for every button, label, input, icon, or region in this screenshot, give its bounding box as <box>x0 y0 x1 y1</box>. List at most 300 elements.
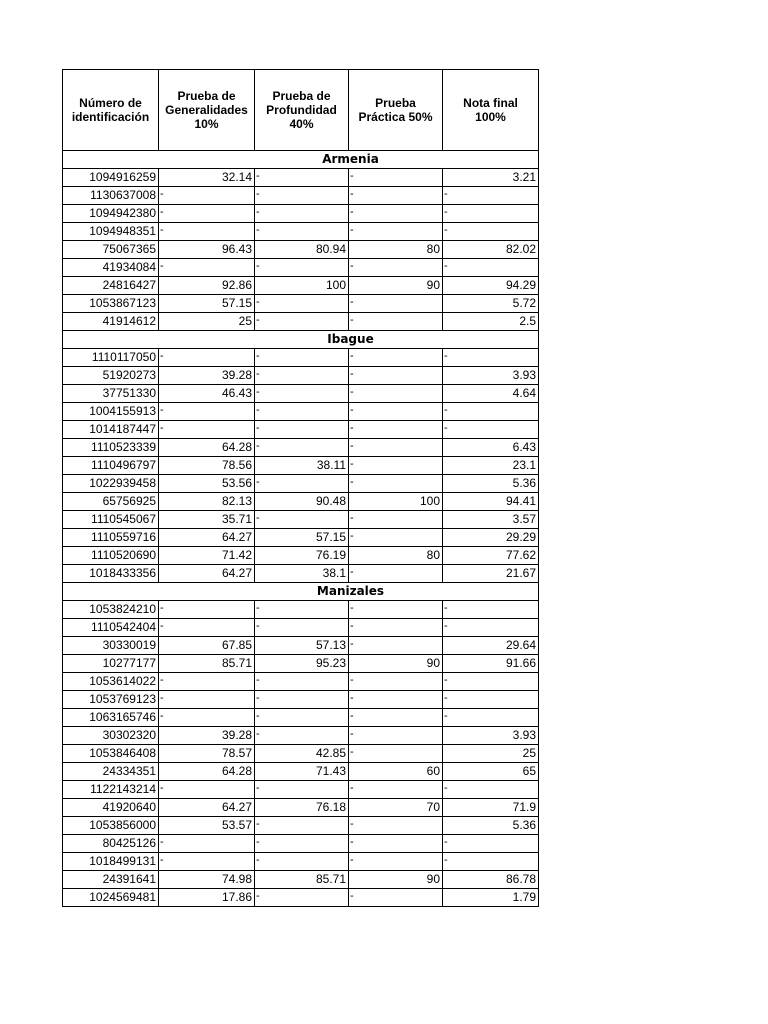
final-cell: 86.78 <box>443 871 539 889</box>
id-cell: 24816427 <box>63 277 159 295</box>
empty-dash: - <box>256 260 260 272</box>
table-row <box>63 889 539 907</box>
id-cell: 1053856000 <box>63 817 159 835</box>
general-cell <box>159 691 255 709</box>
id-cell: 24334351 <box>63 763 159 781</box>
depth-cell: 57.15 <box>255 529 349 547</box>
depth-cell <box>255 709 349 727</box>
empty-dash: - <box>256 170 260 182</box>
id-cell: 51920273 <box>63 367 159 385</box>
final-cell: 3.93 <box>443 727 539 745</box>
table-row <box>63 727 539 745</box>
empty-dash: - <box>444 422 448 434</box>
general-cell: 35.71 <box>159 511 255 529</box>
practical-cell <box>349 349 443 367</box>
empty-dash: - <box>350 638 354 650</box>
empty-dash: - <box>444 260 448 272</box>
final-cell: 29.29 <box>443 529 539 547</box>
practical-cell <box>349 169 443 187</box>
depth-cell: 76.18 <box>255 799 349 817</box>
final-cell: 5.72 <box>443 295 539 313</box>
empty-dash: - <box>444 692 448 704</box>
empty-dash: - <box>256 224 260 236</box>
depth-cell <box>255 403 349 421</box>
table-row <box>63 853 539 871</box>
empty-dash: - <box>160 692 164 704</box>
id-cell: 41934084 <box>63 259 159 277</box>
final-cell: 94.29 <box>443 277 539 295</box>
practical-cell: 90 <box>349 871 443 889</box>
table-row <box>63 475 539 493</box>
practical-cell <box>349 187 443 205</box>
empty-dash: - <box>350 692 354 704</box>
depth-cell: 71.43 <box>255 763 349 781</box>
general-cell: 57.15 <box>159 295 255 313</box>
empty-dash: - <box>256 440 260 452</box>
empty-dash: - <box>350 260 354 272</box>
general-cell: 17.86 <box>159 889 255 907</box>
depth-cell: 38.11 <box>255 457 349 475</box>
final-cell: 3.93 <box>443 367 539 385</box>
final-cell <box>443 601 539 619</box>
practical-cell <box>349 259 443 277</box>
practical-cell <box>349 421 443 439</box>
id-cell: 1053846408 <box>63 745 159 763</box>
general-cell: 64.27 <box>159 529 255 547</box>
depth-cell <box>255 385 349 403</box>
empty-dash: - <box>256 782 260 794</box>
empty-dash: - <box>160 854 164 866</box>
final-cell: 5.36 <box>443 475 539 493</box>
depth-cell: 80.94 <box>255 241 349 259</box>
depth-cell <box>255 691 349 709</box>
final-cell <box>443 835 539 853</box>
table-row <box>63 493 539 511</box>
header-id: Número de identificación <box>63 70 159 151</box>
table-row <box>63 205 539 223</box>
empty-dash: - <box>350 350 354 362</box>
general-cell: 85.71 <box>159 655 255 673</box>
id-cell: 1094916259 <box>63 169 159 187</box>
empty-dash: - <box>350 890 354 902</box>
final-cell: 65 <box>443 763 539 781</box>
general-cell <box>159 853 255 871</box>
final-cell: 6.43 <box>443 439 539 457</box>
empty-dash: - <box>256 422 260 434</box>
general-cell <box>159 259 255 277</box>
table-row <box>63 169 539 187</box>
practical-cell <box>349 295 443 313</box>
empty-dash: - <box>256 404 260 416</box>
table-row <box>63 637 539 655</box>
table-row <box>63 529 539 547</box>
final-cell <box>443 619 539 637</box>
empty-dash: - <box>444 188 448 200</box>
empty-dash: - <box>350 782 354 794</box>
general-cell: 71.42 <box>159 547 255 565</box>
final-cell: 21.67 <box>443 565 539 583</box>
general-cell: 82.13 <box>159 493 255 511</box>
empty-dash: - <box>350 512 354 524</box>
depth-cell <box>255 673 349 691</box>
id-cell: 10277177 <box>63 655 159 673</box>
empty-dash: - <box>350 818 354 830</box>
general-cell <box>159 619 255 637</box>
table-row <box>63 691 539 709</box>
id-cell: 1110496797 <box>63 457 159 475</box>
depth-cell <box>255 781 349 799</box>
depth-cell <box>255 295 349 313</box>
practical-cell: 90 <box>349 277 443 295</box>
practical-cell <box>349 889 443 907</box>
depth-cell <box>255 889 349 907</box>
id-cell: 1024569481 <box>63 889 159 907</box>
table-row <box>63 457 539 475</box>
general-cell: 64.28 <box>159 439 255 457</box>
table-row <box>63 223 539 241</box>
empty-dash: - <box>256 296 260 308</box>
empty-dash: - <box>160 206 164 218</box>
id-cell: 37751330 <box>63 385 159 403</box>
general-cell <box>159 673 255 691</box>
final-cell <box>443 403 539 421</box>
practical-cell <box>349 313 443 331</box>
depth-cell <box>255 475 349 493</box>
empty-dash: - <box>350 188 354 200</box>
final-cell <box>443 205 539 223</box>
practical-cell <box>349 439 443 457</box>
id-cell: 75067365 <box>63 241 159 259</box>
depth-cell <box>255 439 349 457</box>
practical-cell <box>349 565 443 583</box>
empty-dash: - <box>160 782 164 794</box>
practical-cell <box>349 457 443 475</box>
depth-cell <box>255 223 349 241</box>
final-cell <box>443 853 539 871</box>
header-general-test: Prueba de Generalidades 10% <box>159 70 255 151</box>
group-title: Armenia <box>63 151 539 169</box>
depth-cell <box>255 511 349 529</box>
depth-cell <box>255 421 349 439</box>
empty-dash: - <box>444 404 448 416</box>
practical-cell: 90 <box>349 655 443 673</box>
id-cell: 1094942380 <box>63 205 159 223</box>
table-row <box>63 709 539 727</box>
practical-cell <box>349 529 443 547</box>
empty-dash: - <box>160 620 164 632</box>
empty-dash: - <box>444 782 448 794</box>
empty-dash: - <box>160 404 164 416</box>
final-cell: 91.66 <box>443 655 539 673</box>
depth-cell <box>255 313 349 331</box>
depth-cell: 90.48 <box>255 493 349 511</box>
table-row <box>63 295 539 313</box>
practical-cell <box>349 403 443 421</box>
grades-table <box>62 69 539 907</box>
depth-cell: 57.13 <box>255 637 349 655</box>
empty-dash: - <box>444 620 448 632</box>
practical-cell <box>349 385 443 403</box>
practical-cell <box>349 619 443 637</box>
id-cell: 1014187447 <box>63 421 159 439</box>
empty-dash: - <box>160 224 164 236</box>
id-cell: 1053867123 <box>63 295 159 313</box>
table-row <box>63 781 539 799</box>
depth-cell <box>255 205 349 223</box>
table-row <box>63 313 539 331</box>
final-cell: 3.21 <box>443 169 539 187</box>
group-row <box>63 331 539 349</box>
table-row <box>63 241 539 259</box>
empty-dash: - <box>350 368 354 380</box>
empty-dash: - <box>256 188 260 200</box>
empty-dash: - <box>160 260 164 272</box>
empty-dash: - <box>444 206 448 218</box>
empty-dash: - <box>444 350 448 362</box>
final-cell: 25 <box>443 745 539 763</box>
practical-cell <box>349 367 443 385</box>
empty-dash: - <box>160 350 164 362</box>
empty-dash: - <box>160 422 164 434</box>
table-row <box>63 385 539 403</box>
practical-cell <box>349 475 443 493</box>
practical-cell: 60 <box>349 763 443 781</box>
id-cell: 1018433356 <box>63 565 159 583</box>
id-cell: 1110559716 <box>63 529 159 547</box>
final-cell: 94.41 <box>443 493 539 511</box>
practical-cell <box>349 781 443 799</box>
table-row <box>63 421 539 439</box>
id-cell: 1004155913 <box>63 403 159 421</box>
practical-cell <box>349 853 443 871</box>
final-cell: 1.79 <box>443 889 539 907</box>
practical-cell <box>349 817 443 835</box>
empty-dash: - <box>350 530 354 542</box>
general-cell: 46.43 <box>159 385 255 403</box>
final-cell: 3.57 <box>443 511 539 529</box>
empty-dash: - <box>350 386 354 398</box>
practical-cell <box>349 727 443 745</box>
empty-dash: - <box>256 890 260 902</box>
table-row <box>63 439 539 457</box>
id-cell: 1022939458 <box>63 475 159 493</box>
table-row <box>63 259 539 277</box>
general-cell <box>159 601 255 619</box>
id-cell: 1053614022 <box>63 673 159 691</box>
depth-cell: 85.71 <box>255 871 349 889</box>
general-cell <box>159 421 255 439</box>
depth-cell <box>255 169 349 187</box>
general-cell <box>159 709 255 727</box>
depth-cell <box>255 817 349 835</box>
general-cell <box>159 223 255 241</box>
final-cell: 23.1 <box>443 457 539 475</box>
id-cell: 41914612 <box>63 313 159 331</box>
id-cell: 24391641 <box>63 871 159 889</box>
empty-dash: - <box>350 206 354 218</box>
table-row <box>63 349 539 367</box>
empty-dash: - <box>350 404 354 416</box>
depth-cell <box>255 367 349 385</box>
empty-dash: - <box>256 602 260 614</box>
empty-dash: - <box>256 710 260 722</box>
final-cell <box>443 259 539 277</box>
practical-cell <box>349 601 443 619</box>
id-cell: 1110542404 <box>63 619 159 637</box>
depth-cell: 42.85 <box>255 745 349 763</box>
table-row <box>63 673 539 691</box>
final-cell <box>443 223 539 241</box>
practical-cell: 100 <box>349 493 443 511</box>
empty-dash: - <box>256 674 260 686</box>
header-depth-test: Prueba de Profundidad 40% <box>255 70 349 151</box>
group-title: Manizales <box>63 583 539 601</box>
general-cell: 92.86 <box>159 277 255 295</box>
empty-dash: - <box>350 710 354 722</box>
table-row <box>63 187 539 205</box>
final-cell: 5.36 <box>443 817 539 835</box>
table-row <box>63 763 539 781</box>
table-row <box>63 601 539 619</box>
empty-dash: - <box>256 350 260 362</box>
group-title: Ibague <box>63 331 539 349</box>
empty-dash: - <box>256 692 260 704</box>
general-cell <box>159 349 255 367</box>
practical-cell <box>349 835 443 853</box>
empty-dash: - <box>350 296 354 308</box>
depth-cell <box>255 349 349 367</box>
final-cell: 4.64 <box>443 385 539 403</box>
final-cell <box>443 421 539 439</box>
practical-cell: 80 <box>349 241 443 259</box>
table-row <box>63 403 539 421</box>
practical-cell <box>349 709 443 727</box>
empty-dash: - <box>350 566 354 578</box>
group-row <box>63 151 539 169</box>
practical-cell <box>349 637 443 655</box>
depth-cell: 95.23 <box>255 655 349 673</box>
depth-cell <box>255 187 349 205</box>
empty-dash: - <box>350 602 354 614</box>
final-cell <box>443 781 539 799</box>
practical-cell <box>349 745 443 763</box>
empty-dash: - <box>256 512 260 524</box>
general-cell: 64.28 <box>159 763 255 781</box>
empty-dash: - <box>350 836 354 848</box>
final-cell <box>443 709 539 727</box>
empty-dash: - <box>350 422 354 434</box>
table-row <box>63 547 539 565</box>
general-cell <box>159 187 255 205</box>
table-row <box>63 835 539 853</box>
general-cell: 25 <box>159 313 255 331</box>
empty-dash: - <box>160 602 164 614</box>
depth-cell <box>255 853 349 871</box>
general-cell: 67.85 <box>159 637 255 655</box>
final-cell: 2.5 <box>443 313 539 331</box>
id-cell: 30330019 <box>63 637 159 655</box>
id-cell: 1110117050 <box>63 349 159 367</box>
empty-dash: - <box>256 620 260 632</box>
empty-dash: - <box>256 314 260 326</box>
empty-dash: - <box>256 386 260 398</box>
final-cell <box>443 349 539 367</box>
header-practical-test: Prueba Práctica 50% <box>349 70 443 151</box>
empty-dash: - <box>256 728 260 740</box>
id-cell: 1053824210 <box>63 601 159 619</box>
general-cell: 74.98 <box>159 871 255 889</box>
depth-cell <box>255 835 349 853</box>
empty-dash: - <box>350 170 354 182</box>
general-cell: 64.27 <box>159 799 255 817</box>
table-row <box>63 277 539 295</box>
table-row <box>63 619 539 637</box>
empty-dash: - <box>256 836 260 848</box>
final-cell: 29.64 <box>443 637 539 655</box>
id-cell: 1018499131 <box>63 853 159 871</box>
empty-dash: - <box>160 710 164 722</box>
empty-dash: - <box>256 206 260 218</box>
empty-dash: - <box>350 440 354 452</box>
general-cell <box>159 403 255 421</box>
id-cell: 1110520690 <box>63 547 159 565</box>
id-cell: 1094948351 <box>63 223 159 241</box>
group-row <box>63 583 539 601</box>
general-cell: 53.57 <box>159 817 255 835</box>
depth-cell: 38.1 <box>255 565 349 583</box>
empty-dash: - <box>350 620 354 632</box>
final-cell: 82.02 <box>443 241 539 259</box>
empty-dash: - <box>350 854 354 866</box>
general-cell: 39.28 <box>159 367 255 385</box>
final-cell: 71.9 <box>443 799 539 817</box>
practical-cell: 80 <box>349 547 443 565</box>
depth-cell <box>255 601 349 619</box>
final-cell <box>443 187 539 205</box>
depth-cell: 100 <box>255 277 349 295</box>
empty-dash: - <box>160 836 164 848</box>
id-cell: 41920640 <box>63 799 159 817</box>
empty-dash: - <box>256 368 260 380</box>
general-cell: 32.14 <box>159 169 255 187</box>
table-row <box>63 745 539 763</box>
empty-dash: - <box>350 476 354 488</box>
final-cell: 77.62 <box>443 547 539 565</box>
id-cell: 1110523339 <box>63 439 159 457</box>
empty-dash: - <box>160 674 164 686</box>
id-cell: 80425126 <box>63 835 159 853</box>
id-cell: 1053769123 <box>63 691 159 709</box>
empty-dash: - <box>444 710 448 722</box>
table-row <box>63 817 539 835</box>
empty-dash: - <box>256 854 260 866</box>
empty-dash: - <box>350 674 354 686</box>
id-cell: 1130637008 <box>63 187 159 205</box>
empty-dash: - <box>444 854 448 866</box>
general-cell: 96.43 <box>159 241 255 259</box>
table-row <box>63 871 539 889</box>
table-row <box>63 367 539 385</box>
general-cell: 64.27 <box>159 565 255 583</box>
practical-cell <box>349 223 443 241</box>
header-final-grade: Nota final 100% <box>443 70 539 151</box>
final-cell <box>443 673 539 691</box>
depth-cell <box>255 619 349 637</box>
general-cell <box>159 205 255 223</box>
general-cell <box>159 781 255 799</box>
general-cell: 39.28 <box>159 727 255 745</box>
empty-dash: - <box>444 836 448 848</box>
